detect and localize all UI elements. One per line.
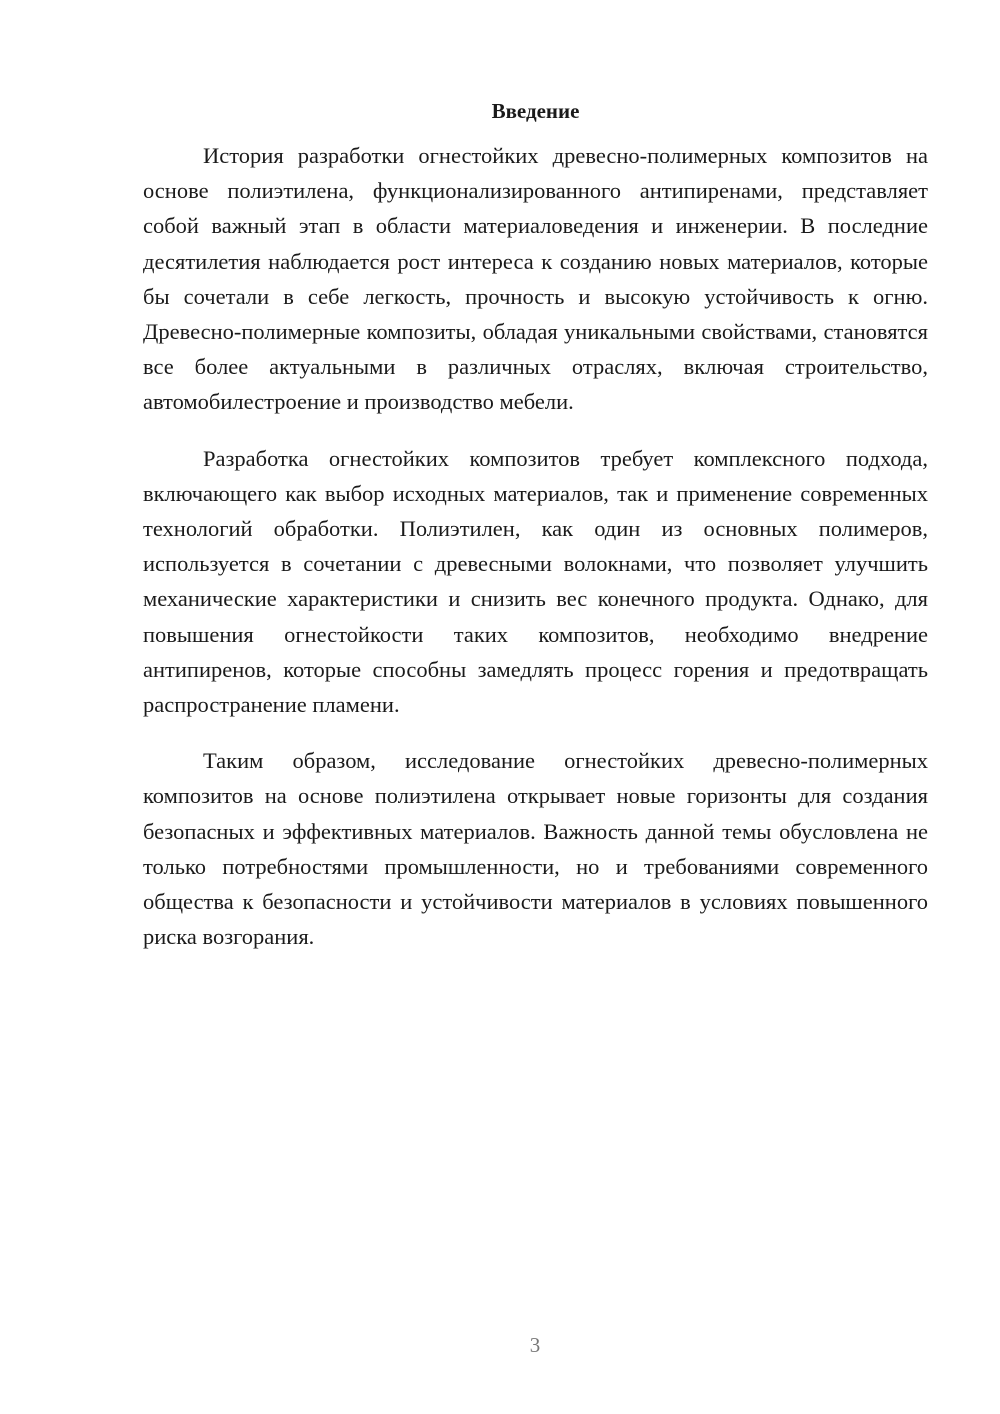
page-number: 3 [529, 1333, 541, 1357]
paragraph-3: Таким образом, исследование огнестойких древесно-полимерных композитов на основе полиэтилена открывает новые горизонты для создания безопасных и эффективных материалов. Важность данной темы обусловлена не только потребностями промышленности, но и требованиями современного общества к безопасности и устойчивости материалов в условиях повышенного риска возгорания. [143, 748, 928, 950]
document-page [143, 96, 928, 975]
paragraph-2: Разработка огнестойких композитов требует комплексного подхода, включающего как выбор исходных материалов, так и применение современных технологий обработки. Полиэтилен, как один из основных полимеров, используется в сочетании с древесными волокнами, что позволяет улучшить механические характеристики и снизить вес конечного продукта. Однако, для повышения огнестойкости таких композитов, необходимо внедрение антипиренов, которые способны замедлять процесс горения и предотвращать распространение пламени. [143, 445, 928, 718]
paragraph-1: История разработки огнестойких древесно-полимерных композитов на основе полиэтилена, функционализированного антипиренами, представляет собой важный этап в области материаловедения и инженерии. В последние десятилетия наблюдается рост интереса к созданию новых материалов, которые бы сочетали в себе легкость, прочность и высокую устойчивость к огню. Древесно-полимерные композиты, обладая уникальными свойствами, становятся все более актуальными в различных отраслях, включая строительство, автомобилестроение и производство мебели. [143, 143, 928, 415]
section-heading: Введение [491, 99, 580, 123]
